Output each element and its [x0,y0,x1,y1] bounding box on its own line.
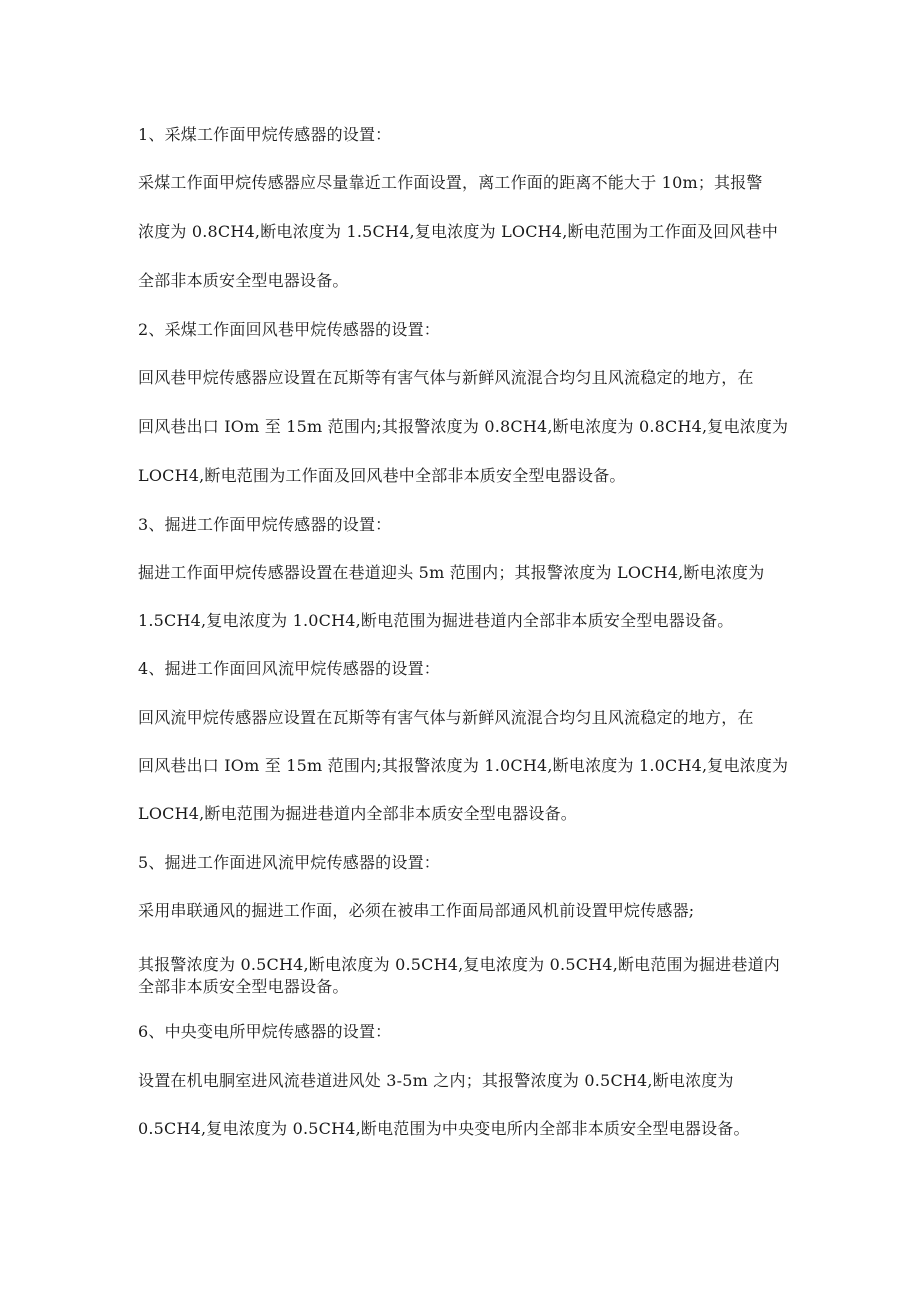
section-5-heading: 5、掘进工作面进风流甲烷传感器的设置： [138,853,440,872]
section-2-text-line-3: LOCH4,断电范围为工作面及回风巷中全部非本质安全型电器设备。 [138,466,626,485]
section-3-text-line-1: 掘进工作面甲烷传感器设置在巷道迎头 5m 范围内；其报警浓度为 LOCH4,断电浓度为 [138,563,765,582]
section-2-text-line-1: 回风巷甲烷传感器应设置在瓦斯等有害气体与新鲜风流混合均匀且风流稳定的地方，在 [138,368,754,387]
section-6-text-line-1: 设置在机电胴室进风流巷道进风处 3-5m 之内；其报警浓度为 0.5CH4,断电浓度为 [138,1071,734,1090]
section-1-heading: 1、采煤工作面甲烷传感器的设置： [138,125,392,144]
section-4-text-line-3: LOCH4,断电范围为掘进巷道内全部非本质安全型电器设备。 [138,804,578,823]
section-4-text-line-2: 回风巷出口 IOm 至 15m 范围内;其报警浓度为 1.0CH4,断电浓度为 1.0CH4,复电浓度为 [138,756,789,775]
section-2-heading: 2、采煤工作面回风巷甲烷传感器的设置： [138,320,440,339]
section-1-text-line-3: 全部非本质安全型电器设备。 [138,271,349,290]
section-6-heading: 6、中央变电所甲烷传感器的设置： [138,1022,392,1041]
section-2-text-line-2: 回风巷出口 IOm 至 15m 范围内;其报警浓度为 0.8CH4,断电浓度为 0.8CH4,复电浓度为 [138,417,789,436]
section-5-text-line-2: 其报警浓度为 0.5CH4,断电浓度为 0.5CH4,复电浓度为 0.5CH4,断电范围为掘进巷道内 [138,955,780,974]
section-1-text-line-2: 浓度为 0.8CH4,断电浓度为 1.5CH4,复电浓度为 LOCH4,断电范围为工作面及回风巷中 [138,222,779,241]
section-4-heading: 4、掘进工作面回风流甲烷传感器的设置： [138,659,440,678]
section-4-text-line-1: 回风流甲烷传感器应设置在瓦斯等有害气体与新鲜风流混合均匀且风流稳定的地方，在 [138,708,754,727]
section-5-text-line-1: 采用串联通风的掘进工作面，必须在被串工作面局部通风机前设置甲烷传感器; [138,901,695,920]
section-3-text-line-2: 1.5CH4,复电浓度为 1.0CH4,断电范围为掘进巷道内全部非本质安全型电器设备。 [138,611,734,630]
section-3-heading: 3、掘进工作面甲烷传感器的设置： [138,515,392,534]
section-1-text-line-1: 采煤工作面甲烷传感器应尽量靠近工作面设置，离工作面的距离不能大于 10m；其报警 [138,173,763,192]
section-6-text-line-2: 0.5CH4,复电浓度为 0.5CH4,断电范围为中央变电所内全部非本质安全型电器设备。 [138,1119,750,1138]
section-5-text-line-3: 全部非本质安全型电器设备。 [138,977,349,996]
